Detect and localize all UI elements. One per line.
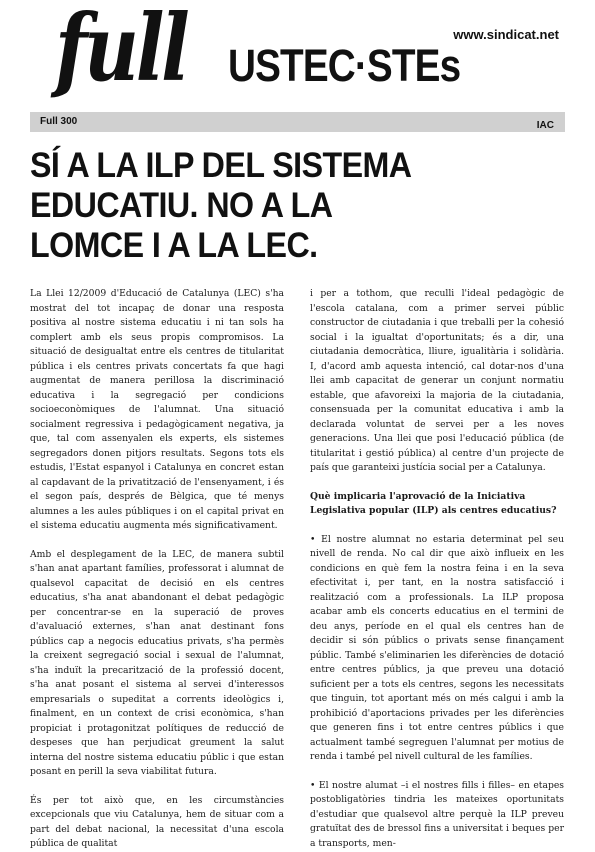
article-paragraph: Amb el desplegament de la LEC, de manera subtil s'han anat apartant famílies, professorat i alumnat de qualsevol capacitat de decisió en els centres educatius, s'ha anat abandonant el debat pedagògic per concentrar-se en la superació de proves d'avaluació externes, s'han anat destinant fons públics cap a negocis educatius privats, s'ha permès la creixent segregació social i sexual de l'alumnat, s'ha induït la precarització de la professió docent, s'ha anat posant el sistema al servei d'interessos empresarials o supeditat a corrents ideològics i, finalment, en un context de crisi econòmica, s'han propiciat i protagonitzat polítiques de reducció de despeses que han perjudicat greument la salut interna del nostre sistema educatiu públic i que estan posant en perill la seva viabilitat futura.: [30, 548, 284, 777]
headline-line-3: LOMCE I A LA LEC.: [30, 226, 318, 265]
article-subheading: Què implicaria l'aprovació de la Iniciativa Legislativa popular (ILP) als centres educatius?: [310, 490, 557, 516]
headline-line-2: EDUCATIU. NO A LA: [30, 186, 333, 225]
issue-section: IAC: [536, 120, 554, 131]
issue-number: Full 300: [40, 116, 78, 127]
issue-bar: [30, 112, 565, 132]
brand-full: full: [55, 0, 187, 102]
article-paragraph: • El nostre alumnat no estaria determinat pel seu nivell de renda. No cal dir que això influeix en les condicions en què fem la nostra feina i en la seva efectivitat i, per tant, en la nostra satisfacció i realització com a professionals. La ILP proposa acabar amb els concerts educatius en el termini de deu anys, període en el qual els centres han de decidir si són públics o privats sense finançament públic. També s'eliminarien les diferències de dotació entre centres públics, ja que preveu una dotació suficient per a tots els centres, segons les necessitats que tinguin, tot aportant més on més calgui i amb la prohibició d'aportacions privades per les diferències que generen fins i tot entre centres públics i que actualment també segreguen l'alumnat per motius de renda i també pel nivell cultural de les famílies.: [310, 533, 564, 762]
article-paragraph: És per tot això que, en les circumstàncies excepcionals que viu Catalunya, hem de situar com a part del debat nacional, la necessitat d'una escola pública de qualitat: [30, 794, 284, 849]
brand-name: USTEC·STEs: [228, 40, 461, 91]
article-paragraph: i per a tothom, que reculli l'ideal pedagògic de l'escola catalana, com a primer servei públic constructor de ciutadania i que treballi per la cohesió social i la igualtat d'oportunitats; és a dir, una ciutadania democràtica, lliure, igualitària i solidària. I, d'acord amb aquesta intenció, cal dotar-nos d'una llei amb capacitat de generar un conjunt normatiu estable, que afavoreixi la majoria de la ciutadania, consensuada per la comunitat educativa i amb la declarada voluntat de servei per a les noves generacions. Una llei que posi l'educació pública (de titularitat i gestió pública) al centre d'un projecte de país que garanteixi justícia social per a Catalunya.: [310, 288, 564, 473]
article-paragraph: La Llei 12/2009 d'Educació de Catalunya (LEC) s'ha mostrat del tot incapaç de donar una resposta positiva al nostre sistema educatiu i ni tan sols ha complert amb els seus propis compromisos. La situació de desigualtat entre els centres de titularitat pública i els centres privats concertats fa que hagi augmentat de manera perillosa la discriminació educativa i la segregació per condicions socioeconòmiques de l'alumnat. Una situació socialment regressiva i pedagògicament negativa, ja que, tal com assenyalen els experts, els sistemes segregadors donen pitjors resultats. Segons tots els estudis, l'Estat espanyol i Catalunya en concret estan al capdavant de la privatització de l'ensenyament, i és el segon país, després de Bèlgica, que té menys alumnes a les aules públiques i on el capital privat en el sistema educatiu augmenta més significativament.: [30, 288, 284, 531]
masthead: [0, 0, 595, 140]
article-column-right: [310, 287, 564, 849]
website-link[interactable]: www.sindicat.net: [453, 27, 559, 42]
article-paragraph: • El nostre alumat –i el nostres fills i filles– en etapes postobligatòries tindria les mateixes oportunitats d'estudiar que qualsevol altre perquè la ILP preveu gratuïtat des de bressol fins a universitat i beques per a transports, men-: [310, 779, 564, 849]
article-column-left: [30, 287, 284, 849]
headline: [30, 146, 575, 266]
headline-line-1: SÍ A LA ILP DEL SISTEMA: [30, 146, 412, 185]
